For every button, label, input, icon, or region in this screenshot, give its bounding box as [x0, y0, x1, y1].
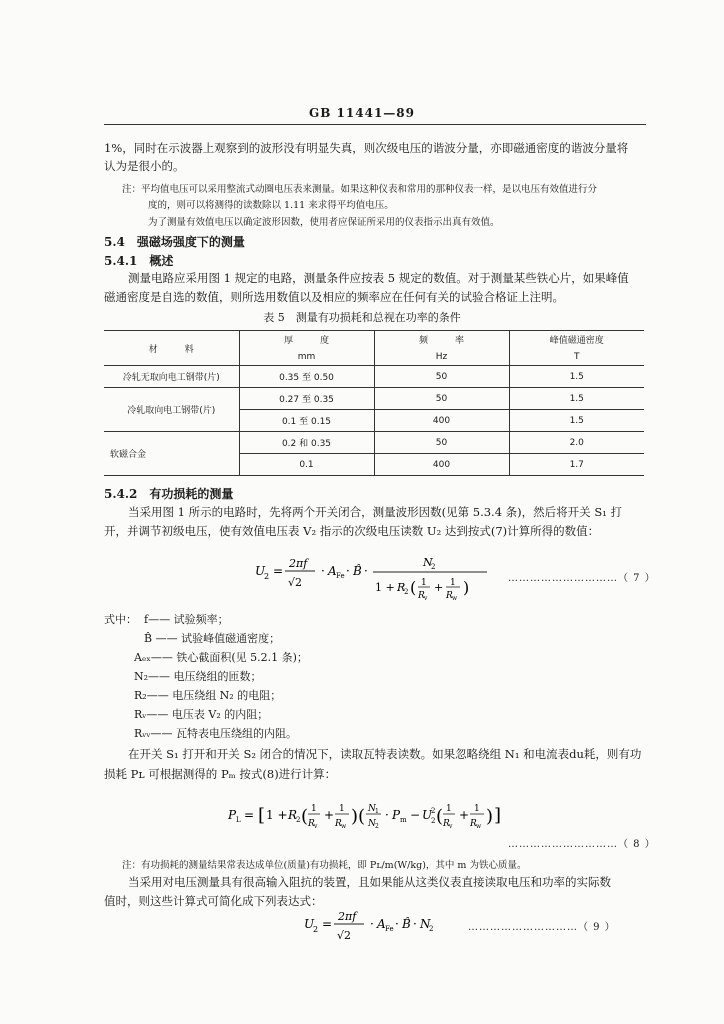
where-label: 式中： — [104, 613, 137, 626]
table-5-caption: 表 5 测量有功损耗和总视在功率的条件 — [263, 311, 461, 324]
svg-text:+: + — [324, 808, 335, 822]
svg-text:N: N — [368, 819, 376, 829]
svg-text:[: [ — [258, 805, 266, 826]
equation-9 — [304, 906, 464, 950]
svg-text:+: + — [459, 808, 470, 822]
svg-text:U: U — [422, 808, 433, 822]
paragraph-5-line-1: 当采用对电压测量具有很高输入阻抗的装置，且如果能从这类仪表直接读取电压和功率的实际数 — [128, 875, 611, 889]
svg-text:·: · — [321, 564, 325, 578]
svg-text:1: 1 — [421, 578, 427, 588]
cell-thickness: 0.35 至 0.50 — [239, 366, 374, 388]
svg-text:·: · — [413, 917, 417, 931]
svg-text:): ) — [463, 578, 470, 597]
svg-text:(: ( — [301, 806, 309, 827]
svg-text:·: · — [346, 564, 350, 578]
unit-thickness: mm — [239, 348, 374, 366]
svg-text:U: U — [255, 564, 266, 578]
header-thickness: 厚 度 — [239, 331, 374, 349]
paragraph-1-line-2: 认为是很小的。 — [104, 159, 185, 173]
page-header: GB 11441—89 — [308, 106, 415, 120]
svg-text:A: A — [328, 564, 337, 578]
section-5-4-2-heading: 5.4.2 有功损耗的测量 — [104, 487, 234, 501]
svg-text:R: R — [308, 819, 315, 829]
definition-f: f—— 试验频率； — [144, 613, 229, 626]
svg-text:L: L — [236, 816, 241, 824]
svg-text:w: w — [452, 595, 458, 602]
svg-text:2: 2 — [431, 563, 436, 571]
svg-text:1: 1 — [339, 804, 345, 814]
svg-text:Fe: Fe — [336, 572, 345, 580]
paragraph-1-line-1: 1%，同时在示波器上观察到的波形没有明显失真，则次级电压的谐波分量，亦即磁通密度的谐波分量将 — [104, 141, 629, 155]
cell-flux: 1.5 — [509, 366, 644, 388]
svg-text:1: 1 — [450, 578, 456, 588]
svg-text:(: ( — [358, 806, 366, 827]
table-row — [104, 432, 644, 454]
header-frequency: 频 率 — [374, 331, 509, 349]
svg-text:2: 2 — [431, 807, 436, 815]
svg-text:N: N — [423, 556, 433, 569]
svg-text:): ) — [351, 806, 359, 827]
svg-text:2: 2 — [375, 823, 379, 830]
section-5-4-1-heading: 5.4.1 概述 — [104, 254, 174, 268]
svg-text:(: ( — [436, 806, 444, 827]
svg-text:1 +: 1 + — [266, 808, 288, 822]
paragraph-4-line-2: 损耗 Pʟ 可根据测得的 Pₘ 按式(8)进行计算： — [104, 767, 337, 781]
svg-text:R: R — [397, 581, 406, 594]
svg-text:1: 1 — [474, 804, 480, 814]
definition-A: Aₑₓ—— 铁心截面积(见 5.2.1 条)； — [134, 651, 308, 664]
equation-9-number: …………………………（ 9 ） — [468, 922, 616, 933]
svg-text:B̂: B̂ — [353, 564, 362, 578]
cell-material: 冷轧取向电工钢带(片) — [104, 388, 239, 432]
svg-text:=: = — [244, 808, 255, 822]
cell-frequency: 400 — [374, 410, 509, 432]
svg-text:]: ] — [494, 805, 502, 826]
svg-text:2: 2 — [313, 925, 319, 934]
definition-Rw: Rᵥᵥ—— 瓦特表电压绕组的内阻。 — [134, 727, 297, 740]
cell-frequency: 50 — [374, 366, 509, 388]
paragraph-5-line-2: 值时，则这些计算式可简化成下列表达式： — [104, 894, 323, 908]
unit-flux-density: T — [509, 348, 644, 366]
svg-text:R: R — [443, 819, 450, 829]
svg-text:·: · — [364, 564, 368, 578]
svg-text:·: · — [385, 808, 389, 822]
cell-material: 冷轧无取向电工钢带(片) — [104, 366, 239, 388]
svg-text:v: v — [424, 595, 428, 602]
svg-text:R: R — [335, 819, 342, 829]
header-flux-density: 峰值磁通密度 — [509, 331, 644, 349]
svg-text:=: = — [322, 917, 333, 931]
cell-flux: 1.5 — [509, 388, 644, 410]
note-2: 注：有功损耗的测量结果常表达成单位(质量)有功损耗，即 Pʟ/m(W/kg)，其中 m 为铁心质量。 — [122, 860, 527, 871]
svg-text:2πf: 2πf — [289, 557, 308, 570]
definition-Rv: Rᵥ—— 电压表 V₂ 的内阻； — [134, 708, 269, 721]
paragraph-4-line-1: 在开关 S₁ 打开和开关 S₂ 闭合的情况下，读取瓦特表读数。如果忽略绕组 N₁ 和电流表du耗，则有功 — [128, 747, 642, 761]
cell-frequency: 50 — [374, 388, 509, 410]
definition-N2: N₂—— 电压绕组的匝数； — [134, 670, 262, 683]
header-rule — [104, 124, 646, 125]
paragraph-2-line-2: 磁通密度是自选的数值，则所选用数值以及相应的频率应在任何有关的试验合格证上注明。 — [104, 290, 564, 304]
definition-R2: R₂—— 电压绕组 N₂ 的电阻； — [134, 689, 282, 702]
svg-text:1: 1 — [375, 808, 379, 815]
svg-text:U: U — [304, 917, 315, 931]
cell-thickness: 0.1 至 0.15 — [239, 410, 374, 432]
svg-text:w: w — [341, 823, 347, 830]
svg-text:2: 2 — [296, 816, 301, 824]
cell-material: 软磁合金 — [104, 432, 239, 476]
definition-B: B̂ —— 试验峰值磁通密度； — [144, 632, 281, 645]
svg-text:N: N — [420, 917, 431, 931]
svg-text:P: P — [228, 808, 237, 822]
cell-thickness: 0.27 至 0.35 — [239, 388, 374, 410]
svg-text:R: R — [288, 808, 298, 822]
svg-text:R: R — [446, 591, 453, 601]
svg-text:(: ( — [410, 578, 417, 597]
svg-text:·: · — [395, 917, 399, 931]
svg-text:P: P — [392, 808, 401, 822]
svg-text:A: A — [377, 917, 386, 931]
cell-flux: 1.7 — [509, 454, 644, 476]
equation-8 — [228, 797, 528, 837]
header-material: 材 料 — [104, 331, 239, 366]
svg-text:+: + — [434, 581, 444, 594]
svg-text:1: 1 — [311, 804, 317, 814]
svg-text:√2: √2 — [288, 576, 303, 589]
cell-flux: 1.5 — [509, 410, 644, 432]
svg-text:2: 2 — [431, 817, 436, 825]
svg-text:√2: √2 — [337, 929, 352, 942]
svg-text:m: m — [400, 816, 407, 824]
paragraph-2-line-1: 测量电路应采用图 1 规定的电路，测量条件应按表 5 规定的数值。对于测量某些铁心片，如果峰值 — [128, 271, 629, 285]
svg-text:): ) — [486, 806, 494, 827]
svg-text:2: 2 — [429, 925, 434, 933]
svg-text:−: − — [410, 808, 421, 822]
note-1-line-1: 注：平均值电压可以采用整流式动圈电压表来测量。如果这种仪表和常用的那种仪表一样，是以电压有效值进行分 — [122, 184, 598, 195]
svg-text:=: = — [273, 564, 284, 578]
svg-text:R: R — [418, 591, 425, 601]
svg-text:B̂: B̂ — [402, 917, 411, 931]
svg-text:R: R — [470, 819, 477, 829]
equation-7-number: …………………………（ 7 ） — [508, 573, 656, 584]
svg-text:·: · — [370, 917, 374, 931]
section-5-4-heading: 5.4 强磁场强度下的测量 — [104, 235, 245, 249]
table-5 — [104, 330, 644, 476]
svg-text:2: 2 — [404, 588, 409, 596]
equation-7 — [255, 553, 495, 608]
svg-text:v: v — [449, 823, 453, 830]
paragraph-3-line-1: 当采用图 1 所示的电路时，先将两个开关闭合，测量波形因数(见第 5.3.4 条)，然后将开关 S₁ 打 — [128, 505, 622, 519]
table-row — [104, 366, 644, 388]
cell-thickness: 0.2 和 0.35 — [239, 432, 374, 454]
svg-text:1: 1 — [446, 804, 452, 814]
paragraph-3-line-2: 开，并调节初级电压，使有效值电压表 V₂ 指示的次级电压读数 U₂ 达到按式(7)计算所得的数值： — [104, 524, 600, 538]
svg-text:2: 2 — [264, 572, 270, 581]
table-row — [104, 388, 644, 410]
svg-text:w: w — [476, 823, 482, 830]
cell-frequency: 400 — [374, 454, 509, 476]
equation-8-number: …………………………（ 8 ） — [508, 839, 656, 850]
cell-frequency: 50 — [374, 432, 509, 454]
cell-thickness: 0.1 — [239, 454, 374, 476]
svg-text:N: N — [368, 804, 376, 814]
svg-text:v: v — [314, 823, 318, 830]
note-1-line-2: 度的，则可以将测得的读数除以 1.11 来求得平均值电压。 — [148, 200, 394, 211]
svg-text:2πf: 2πf — [338, 910, 357, 923]
unit-frequency: Hz — [374, 348, 509, 366]
cell-flux: 2.0 — [509, 432, 644, 454]
svg-text:Fe: Fe — [385, 925, 394, 933]
svg-text:1 +: 1 + — [375, 581, 395, 594]
note-1-line-3: 为了测量有效值电压以确定波形因数，使用者应保证所采用的仪表指示出真有效值。 — [148, 217, 500, 228]
